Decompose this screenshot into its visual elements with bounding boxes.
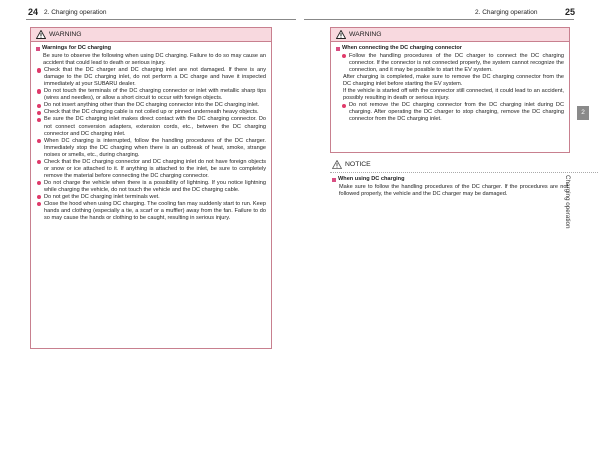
bullet-icon xyxy=(37,139,41,143)
section-square-icon xyxy=(332,178,336,182)
paragraph: After charging is completed, make sure to remove the DC charging connector from the DC charging inlet before starting the EV system. xyxy=(343,74,564,88)
list-item: Do not remove the DC charging connector from the DC charging inlet during DC charging. After operating the DC charger to stop charging, remove the DC charging connector from the DC charging inlet. xyxy=(342,102,564,123)
notice-triangle-icon xyxy=(332,160,342,169)
left-chapter-title: 2. Charging operation xyxy=(44,9,107,16)
list-item: Check that the DC charging connector and DC charging inlet do not have foreign objects or snow or ice attached to it. If anything is attached to the inlet, be sure to completely remove the material before connecting the DC charging connector. xyxy=(37,159,266,180)
bullet-icon xyxy=(37,111,41,115)
list-item: Check that the DC charger and DC charging inlet are not damaged. If there is any damage to the DC charging inlet, do not perform a DC charge and have it inspected immediately at your SUBARU dealer. xyxy=(37,67,266,88)
bullet-icon xyxy=(37,195,41,199)
bullet-icon xyxy=(342,54,346,58)
left-header-rule xyxy=(26,19,296,20)
bullet-icon xyxy=(37,89,41,93)
warning-triangle-icon xyxy=(336,30,346,39)
bullet-icon xyxy=(37,160,41,164)
notice-section xyxy=(330,158,598,198)
chapter-tab: 2 xyxy=(577,106,589,120)
section-square-icon xyxy=(36,47,40,51)
warning-header xyxy=(331,28,569,42)
bullet-icon xyxy=(37,202,41,206)
list-item: Check that the DC charging cable is not coiled up or pinned underneath heavy objects. xyxy=(37,109,266,116)
notice-divider xyxy=(330,172,598,173)
notice-header xyxy=(330,158,598,170)
list-item: Follow the handling procedures of the DC charger to connect the DC charging connector. If the connector is not connected properly, the system cannot recognize the connection, and it may be possible to start the EV system. xyxy=(342,53,564,74)
bullet-icon xyxy=(37,104,41,108)
intro-paragraph: Be sure to observe the following when using DC charging. Failure to do so may cause an accident that could lead to death or serious injury. xyxy=(43,53,266,67)
right-page-number: 25 xyxy=(565,7,576,17)
section-title: Warnings for DC charging xyxy=(36,45,266,52)
section-title: When using DC charging xyxy=(332,176,568,183)
list-item: Do not insert anything other than the DC charging connector into the DC charging inlet. xyxy=(37,102,266,109)
warning-label: WARNING xyxy=(349,31,382,38)
left-warning-box xyxy=(30,27,272,349)
list-item: Do not charge the vehicle when there is a possibility of lightning. If you notice lightning while charging the vehicle, do not touch the vehicle and the DC charging cable. xyxy=(37,180,266,194)
notice-text: Make sure to follow the handling procedures of the DC charger. If the procedures are not followed properly, the vehicle and the DC charger may be damaged. xyxy=(339,184,568,198)
list-item: Close the hood when using DC charging. The cooling fan may suddenly start to run. Keep hands and clothing (especially a tie, a scarf or a muffler) away from the fan. Failure to do so may cause the hands or clothing to be caught, resulting in serious injury. xyxy=(37,201,266,222)
bullet-icon xyxy=(37,118,41,122)
list-item: Do not get the DC charging inlet terminals wet. xyxy=(37,194,266,201)
list-item: When DC charging is interrupted, follow the handling procedures of the DC charger. Immediately stop the DC charging when there is an outbreak of heat, smoke, strange noises or smells, etc., during charging. xyxy=(37,138,266,159)
section-title: When connecting the DC charging connector xyxy=(336,45,564,52)
bullet-icon xyxy=(37,68,41,72)
right-chapter-title: 2. Charging operation xyxy=(475,9,538,16)
bullet-icon xyxy=(37,181,41,185)
bullet-icon xyxy=(342,104,346,108)
right-warning-box xyxy=(330,27,570,153)
chapter-side-label: Charging operation xyxy=(564,175,571,229)
list-item: Be sure the DC charging inlet makes direct contact with the DC charging connector. Do not connect conversion adapters, extension cords, etc., between the DC charging connector and DC charging inlet. xyxy=(37,116,266,137)
warning-triangle-icon xyxy=(36,30,46,39)
warning-header xyxy=(31,28,271,42)
section-square-icon xyxy=(336,47,340,51)
list-item: Do not touch the terminals of the DC charging connector or inlet with metallic sharp tips (wires and needles), or allow a short circuit to occur with foreign objects. xyxy=(37,88,266,102)
right-header-rule xyxy=(304,19,574,20)
notice-label: NOTICE xyxy=(345,160,371,168)
warning-label: WARNING xyxy=(49,31,82,38)
paragraph: If the vehicle is started off with the connector still connected, it could lead to an accident, possibly resulting in death or serious injury. xyxy=(343,88,564,102)
left-page-number: 24 xyxy=(28,7,39,17)
